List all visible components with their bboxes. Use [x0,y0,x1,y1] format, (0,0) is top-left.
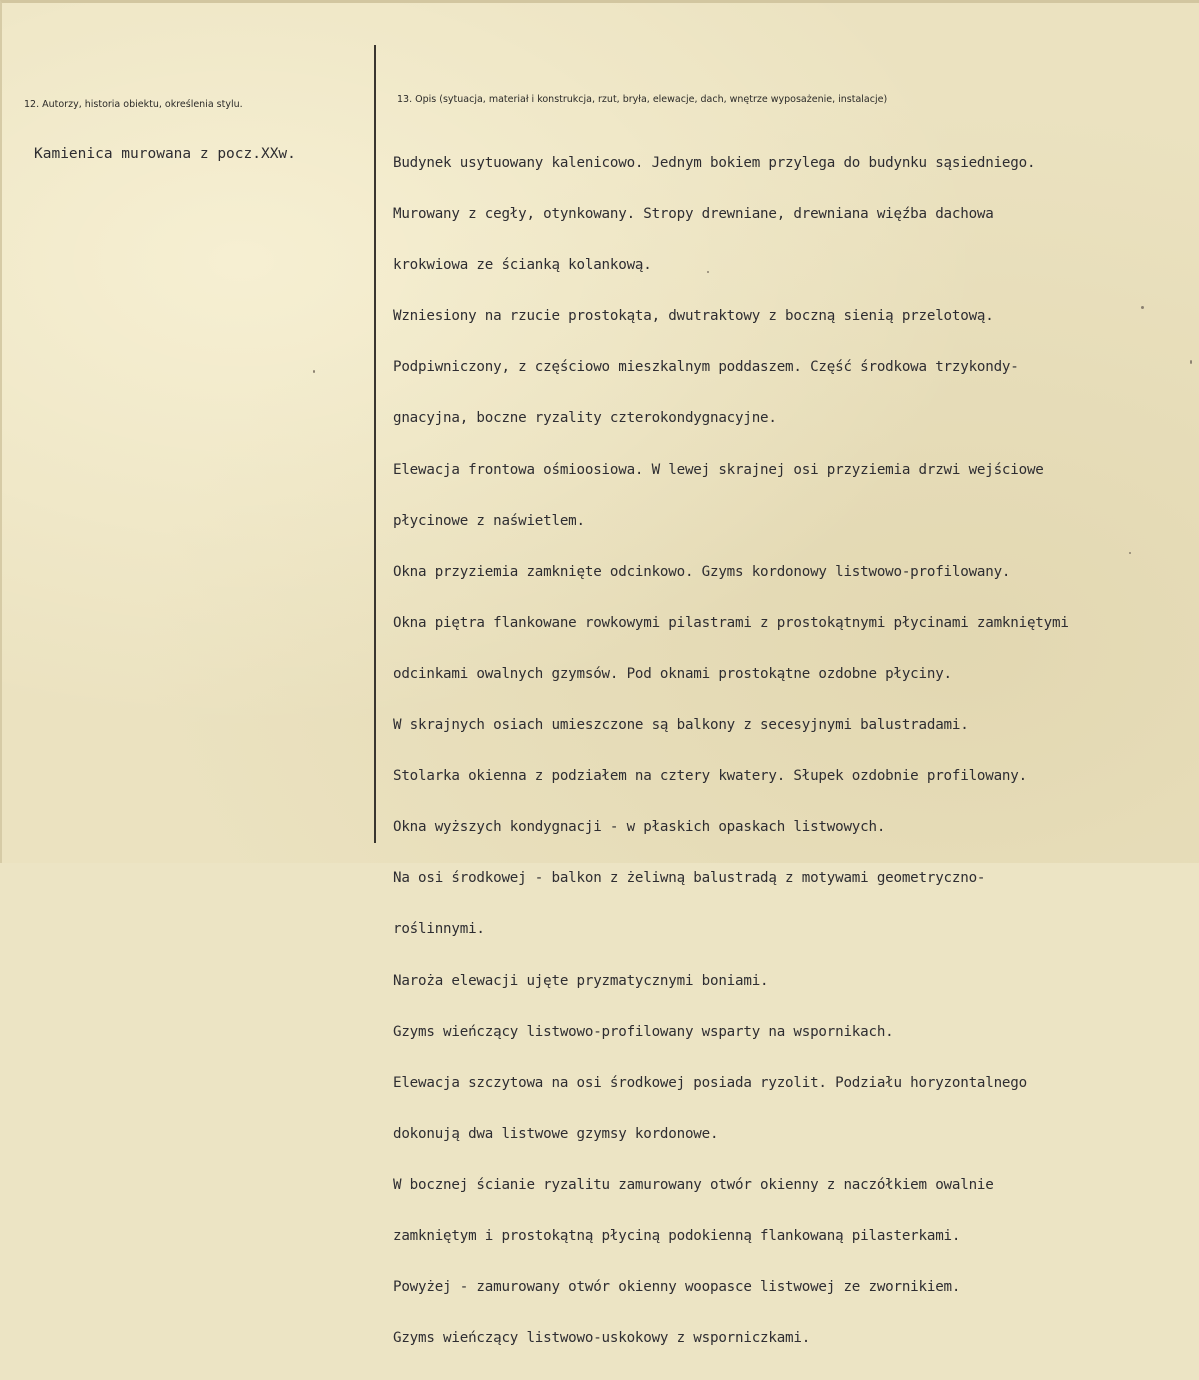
description-line: Gzyms wieńczący listwowo-profilowany wsparty na wspornikach. [393,1023,894,1040]
description-line: dokonują dwa listwowe gzymsy kordonowe. [393,1125,719,1142]
description-line: roślinnymi. [393,921,485,938]
description-line: odcinkami owalnych gzymsów. Pod oknami prostokątne ozdobne płyciny. [393,665,952,682]
description-line: Okna piętra flankowane rowkowymi pilastrami z prostokątnymi płycinami zamkniętymi [393,614,1069,631]
description-line: Murowany z cegły, otynkowany. Stropy drewniane, drewniana więźba dachowa [393,206,994,223]
section-12-text: Kamienica murowana z pocz.XXw. [34,146,296,162]
description-line: Podpiwniczony, z częściowo mieszkalnym poddaszem. Część środkowa trzykondy- [393,359,1019,376]
description-line: Okna przyziemia zamknięte odcinkowo. Gzyms kordonowy listwowo-profilowany. [393,563,1011,580]
description-line: płycinowe z naświetlem. [393,512,585,529]
description-line: krokwiowa ze ścianką kolankową. [393,257,652,274]
section-13-description [393,122,1069,1380]
description-line: Okna wyższych kondygnacji - w płaskich opaskach listwowych. [393,819,886,836]
description-line: Elewacja frontowa ośmioosiowa. W lewej skrajnej osi przyziemia drzwi wejściowe [393,461,1044,478]
column-divider [374,45,376,843]
section-12-label: 12. Autorzy, historia obiektu, określenia stylu. [24,99,243,110]
description-line: Naroża elewacji ujęte pryzmatycznymi boniami. [393,972,769,989]
description-line: Wzniesiony na rzucie prostokąta, dwutraktowy z boczną sienią przelotową. [393,308,994,325]
description-line: Elewacja szczytowa na osi środkowej posiada ryzolit. Podziału horyzontalnego [393,1074,1027,1091]
description-line: zamkniętym i prostokątną płyciną podokienną flankowaną pilasterkami. [393,1227,961,1244]
description-line: Stolarka okienna z podziałem na cztery kwatery. Słupek ozdobnie profilowany. [393,768,1027,785]
description-line: W skrajnych osiach umieszczone są balkony z secesyjnymi balustradami. [393,717,969,734]
description-line: Budynek usytuowany kalenicowo. Jednym bokiem przylega do budynku sąsiedniego. [393,155,1036,171]
description-line: Na osi środkowej - balkon z żeliwną balustradą z motywami geometryczno- [393,870,986,887]
description-line: W bocznej ścianie ryzalitu zamurowany otwór okienny z naczółkiem owalnie [393,1176,994,1193]
description-line: Gzyms wieńczący listwowo-uskokowy z wsporniczkami. [393,1330,811,1347]
section-13-label: 13. Opis (sytuacja, materiał i konstrukcja, rzut, bryła, elewacje, dach, wnętrze wyposażenie, instalacje) [397,94,888,105]
description-line: Powyżej - zamurowany otwór okienny woopasce listwowej ze zwornikiem. [393,1279,961,1296]
description-line: gnacyjna, boczne ryzality czterokondygnacyjne. [393,410,777,427]
